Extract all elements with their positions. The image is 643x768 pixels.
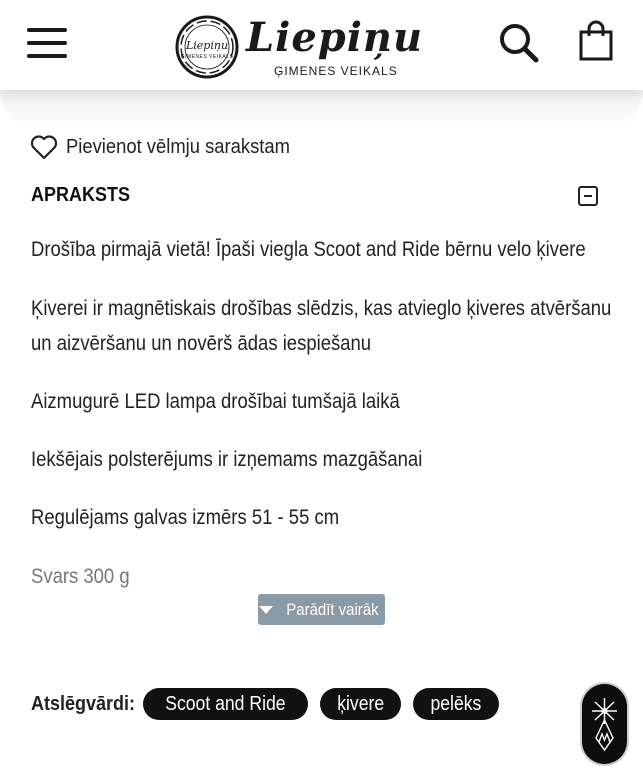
description-paragraph: Aizmugurē LED lampa drošībai tumšajā laikā	[31, 390, 400, 413]
logo-script-text: Liepiņu	[246, 14, 424, 61]
description-paragraph: Regulējams galvas izmērs 51 - 55 cm	[31, 506, 340, 529]
logo-mini-script: Liepiņu	[185, 39, 229, 52]
keyword-tag[interactable]	[413, 688, 499, 720]
heart-icon	[30, 134, 58, 160]
description-paragraph: Iekšējais polsterējums ir izņemams mazgāšanai	[31, 448, 423, 471]
description-paragraph: Drošība pirmajā vietā! Īpaši viegla Scoot and Ride bērnu velo ķivere	[31, 238, 586, 261]
collapse-icon[interactable]	[578, 186, 598, 206]
show-more-label: Parādīt vairāk	[285, 599, 379, 619]
caret-down-icon	[259, 606, 273, 614]
keywords-label: Atslēgvārdi:	[31, 692, 136, 715]
description-section-header	[31, 182, 601, 212]
shopping-bag-icon[interactable]	[578, 20, 614, 62]
logo-subtitle: ĢIMENES VEIKALS	[274, 64, 398, 78]
keyword-tag[interactable]	[320, 688, 401, 720]
wishlist-label: Pievienot vēlmju sarakstam	[66, 135, 290, 158]
add-to-wishlist-button[interactable]	[30, 134, 309, 160]
keyword-tag-label: ķivere	[336, 692, 384, 715]
keyword-tag[interactable]	[143, 688, 308, 720]
brand-star-icon	[582, 684, 627, 764]
description-paragraph: Ķiverei ir magnētiskais drošības slēdzis, kas atvieglo ķiveres atvēršanu un aizvēršanu un novērš ādas iespiešanu	[31, 297, 612, 355]
site-logo[interactable]	[174, 14, 424, 80]
keyword-tag-label: pelēks	[430, 692, 482, 715]
site-header	[0, 0, 643, 90]
description-paragraph: Svars 300 g	[31, 565, 130, 588]
keyword-tag-label: Scoot and Ride	[165, 692, 286, 715]
keywords-row	[31, 688, 499, 720]
show-more-button[interactable]	[258, 594, 385, 625]
description-title: APRAKSTS	[31, 184, 131, 206]
menu-icon[interactable]	[27, 28, 67, 58]
search-icon[interactable]	[498, 22, 540, 64]
chat-widget-button[interactable]	[582, 684, 627, 764]
logo-mini-subtitle: ĢIMENES VEIKALS	[180, 54, 234, 60]
header-shadow	[0, 90, 643, 130]
